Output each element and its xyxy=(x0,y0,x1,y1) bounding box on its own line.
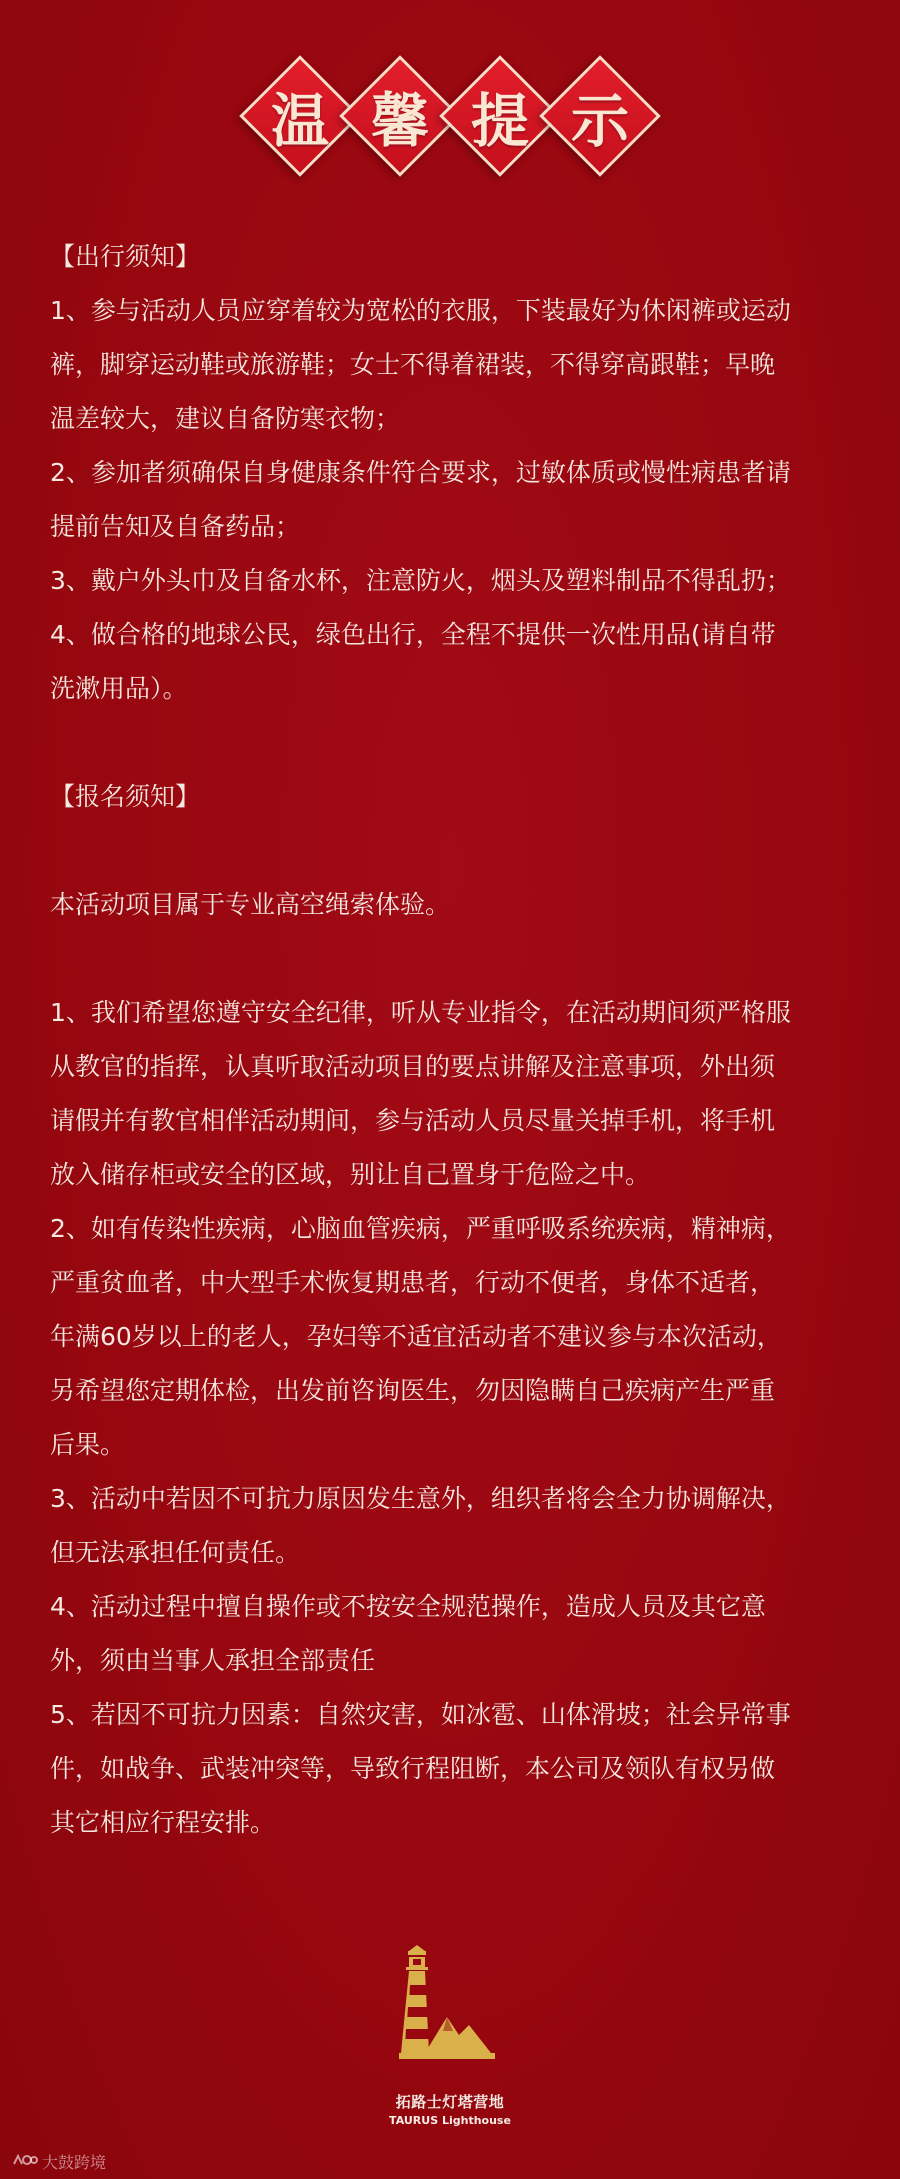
travel-heading: 【出行须知】 xyxy=(50,242,201,271)
signup-line-6: 严重贫血者，中大型手术恢复期患者，行动不便者，身体不适者， xyxy=(50,1268,776,1297)
title-char-2: 馨 xyxy=(370,87,429,155)
signup-line-13: 外，须由当事人承担全部责任 xyxy=(50,1646,376,1675)
signup-line-7: 年满60岁以上的老人，孕妇等不适宜活动者不建议参与本次活动， xyxy=(50,1322,782,1351)
signup-line-14: 5、若因不可抗力因素：自然灾害，如冰雹、山体滑坡；社会异常事 xyxy=(50,1700,791,1729)
signup-line-10: 3、活动中若因不可抗力原因发生意外，组织者将会全力协调解决， xyxy=(50,1484,791,1513)
notice-content xyxy=(50,230,860,1850)
brand-logo xyxy=(0,1945,900,2127)
lighthouse-icon xyxy=(395,1945,505,2085)
signup-line-9: 后果。 xyxy=(50,1430,126,1459)
brand-name-en: TAURUS Lighthouse xyxy=(389,2114,511,2127)
title-banner xyxy=(0,56,900,176)
title-char-1: 温 xyxy=(270,87,329,155)
signup-line-12: 4、活动过程中擅自操作或不按安全规范操作，造成人员及其它意 xyxy=(50,1592,766,1621)
title-char-4: 示 xyxy=(570,87,629,155)
watermark-text: 大鼓跨境 xyxy=(42,2153,107,2172)
signup-line-16: 其它相应行程安排。 xyxy=(50,1808,276,1837)
travel-line-2: 裤，脚穿运动鞋或旅游鞋；女士不得着裙装，不得穿高跟鞋；早晚 xyxy=(50,350,776,379)
signup-line-1: 1、我们希望您遵守安全纪律，听从专业指令，在活动期间须严格服 xyxy=(50,998,791,1027)
signup-line-11: 但无法承担任何责任。 xyxy=(50,1538,301,1567)
signup-intro: 本活动项目属于专业高空绳索体验。 xyxy=(50,890,451,919)
watermark xyxy=(12,2150,106,2173)
title-char-3: 提 xyxy=(470,87,529,155)
signup-line-4: 放入储存柜或安全的区域，别让自己置身于危险之中。 xyxy=(50,1160,651,1189)
travel-line-3: 温差较大，建议自备防寒衣物； xyxy=(50,404,401,433)
travel-line-4: 2、参加者须确保自身健康条件符合要求，过敏体质或慢性病患者请 xyxy=(50,458,791,487)
brand-name-cn: 拓路士灯塔营地 xyxy=(395,2093,505,2111)
signup-line-15: 件，如战争、武装冲突等，导致行程阻断，本公司及领队有权另做 xyxy=(50,1754,776,1783)
signup-line-8: 另希望您定期体检，出发前咨询医生，勿因隐瞒自己疾病产生严重 xyxy=(50,1376,776,1405)
travel-line-7: 4、做合格的地球公民，绿色出行，全程不提供一次性用品(请自带 xyxy=(50,620,776,649)
title-diamond-4 xyxy=(544,56,656,176)
signup-line-2: 从教官的指挥，认真听取活动项目的要点讲解及注意事项，外出须 xyxy=(50,1052,776,1081)
signup-line-3: 请假并有教官相伴活动期间，参与活动人员尽量关掉手机，将手机 xyxy=(50,1106,776,1135)
travel-line-1: 1、参与活动人员应穿着较为宽松的衣服，下装最好为休闲裤或运动 xyxy=(50,296,791,325)
watermark-logo-icon xyxy=(12,2152,38,2172)
signup-heading: 【报名须知】 xyxy=(50,782,201,811)
travel-line-6: 3、戴户外头巾及自备水杯，注意防火，烟头及塑料制品不得乱扔； xyxy=(50,566,791,595)
travel-line-8: 洗漱用品）。 xyxy=(50,674,188,703)
travel-line-5: 提前告知及自备药品； xyxy=(50,512,301,541)
signup-line-5: 2、如有传染性疾病，心脑血管疾病，严重呼吸系统疾病，精神病， xyxy=(50,1214,791,1243)
